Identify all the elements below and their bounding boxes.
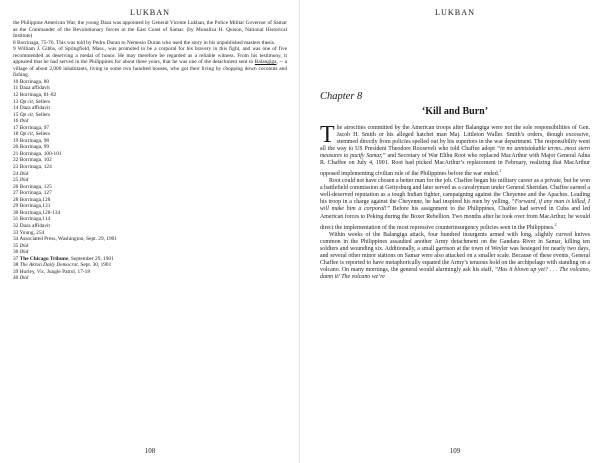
paragraph-2 [320,178,590,231]
chapter-title: ‘Kill and Burn’ [421,106,489,117]
endnote-suffix: , Sellers [32,131,51,138]
paragraph-2-quote: “Forward, if any man is killed, I will make him a corporal!” [320,199,591,213]
endnote-item [13,275,287,282]
endnote-number: 24 [13,170,19,177]
endnote-text: Borrinaga, 127 [19,190,52,197]
endnote-number: 21 [13,150,19,157]
endnote-number: 12 [13,92,19,99]
endnote-text: Daza affidavit [19,222,51,229]
endnote-number: 33 [13,229,19,236]
endnote-number: 28 [13,196,19,203]
endnote-number: 38 [13,262,19,269]
endnote-number: 37 [13,255,19,262]
endnote-text: Ibid [19,242,29,249]
endnote-text: Borrinaga, 97 [19,124,50,131]
running-head-left: LUKBAN [129,8,171,17]
endnote-number: 40 [13,275,19,282]
paragraph-3-text-a: Within weeks of the Balangiga attack, four hundred insurgents armed with long, slightly curved knives common in the Philippines assaulted another Army detachment on the Gandara River in Samar, killing ten soldiers and wounding six. Additionally, a small garrison at the town of Weyler was besieged for nearly two days, and several other minor stations on Samar were also attacked on a smaller scale. Because of these events, General Chaffee is reported to have metaphorically equated the Army’s tenuous hold on the archipelago with standing on a volcano. On many mornings, the general would alarmingly ask his staff, [320,231,590,273]
endnote-text: Borrinaga, 102 [19,157,52,164]
endnote-text: Associated Press, Washington, Sept. 29, 1901 [19,236,117,243]
endnote-9 [13,46,287,79]
endnote-text: Borrinaga, 100-101 [19,150,62,157]
endnote-9-link[interactable]: Balangiga [254,59,277,66]
paragraph-2-text-a: Root could not have chosen a better man for the job. Chaffee began his military career as a private, but he won a battlefield commission at Gettysburg and later served as a cavalryman under General Sheridan. Chaffee earned a well-deserved reputation as a tough Indian fighter, campaigning against the Cheyenne and the Apaches. Leading his troop in a charge against the Cheyenne, he had inspired his men by yelling, [320,178,590,206]
endnote-number: 18 [13,131,19,138]
endnote-number: 10 [13,78,19,85]
paragraph-1 [320,122,591,178]
page-number-left: 108 [144,447,156,455]
endnote-text: Ibid [19,275,29,282]
running-head-right: LUKBAN [434,8,476,17]
endnote-text: Ibid [19,177,29,184]
paragraph-3-quote: “Has it blown up yet? . . . The volcano, damn it! The volcano we’re [320,266,590,280]
endnote-text: Young, 254 [19,229,45,236]
endnote-number: 34 [13,236,19,243]
endnote-number: 19 [13,137,19,144]
endnote-number: 15 [13,111,19,118]
endnote-number: 31 [13,216,19,223]
endnote-number: 35 [13,242,19,249]
paragraph-1-text-a: he atrocities committed by the American troops after Balangiga were not the sole responsibilities of Gen. Jacob H. Smith or his alleged hatchet man Maj. Littleton Waller. Smith’s orders, though excessive, stemmed directly from policies spelled out by his superiors in the war department. The responsibility went all the way to US President Theodore Roosevelt who told Chaffee adopt [320,125,590,153]
endnote-text: The Akron Daily Democrat [19,262,78,269]
endnote-text: Ibid [19,249,29,256]
endnote-suffix: , Sellers [32,111,51,118]
endnote-number: 23 [13,164,19,171]
endnote-text: Borrinaga,128 [19,196,51,203]
endnote-text: Ibid [19,170,29,177]
endnote-number: 32 [13,222,19,229]
endnote-suffix: , September 29, 1901 [68,255,114,262]
endnote-text: Op cit [19,98,33,105]
paragraph-1-quote: “in no unmistakable terms...most stern measures to pacify Samar,” [320,146,590,160]
page-number-right: 109 [449,447,461,455]
endnote-9-text-b: , -- a village of about 2,000 inhabitants, living in some two hundred houses, who got their living by chopping down coconuts and fishing. [13,59,287,79]
endnote-text: Borrinaga, 98 [19,137,50,144]
endnote-number: 26 [13,183,19,190]
endnote-text: Hurley, Vic, Jungle Patrol, 17-18 [19,268,91,275]
footnote-ref-2: 2 [554,221,557,227]
endnote-text: Op cit [19,111,33,118]
endnote-text: Borrinaga, 80 [19,78,50,85]
endnote-text: Borrinaga,131 [19,203,51,210]
right-page [300,0,600,463]
endnote-text: Ibid [19,118,29,125]
endnote-number: 14 [13,105,19,112]
endnote-number: 27 [13,190,19,197]
endnote-text: Borrinaga, 99 [19,144,50,151]
endnote-number: 11 [13,85,19,92]
endnote-continuation: the Philippine American War, the young Daza was appointed by General Vicente Lukban, the Police Militar Governor of Samar as the Commander of the Revolutionary forces in the East Coast of Samar. (by Monaliza H. Quison, National Historical Institute) [13,20,287,40]
endnote-text: The Chicago Tribune [19,255,69,262]
endnote-text: Op cit [19,131,33,138]
endnote-text: Borrinaga,114 [19,216,51,223]
endnote-text: Borrinaga, 81-82 [19,92,57,99]
endnote-number: 22 [13,157,19,164]
endnote-9-text-a: 9 William J. Gibbs, of Springfield, Mass., was promoted to be a corporal for his bravery in this fight, and was one of five recommended as deserving a medal of honor. He may therefore be regarded as a reliable witness. From his testimony, it appeared that he had served in the Philippines for about three years, that he was one of the detachment sent to [13,46,287,66]
endnote-8: 8 Borrinaga, 75-76. This was told by Pedro Duran to Nemesio Duran who used the story in his unpublished masters thesis. [13,39,276,46]
endnote-suffix: , Sellers [32,98,51,105]
endnote-number: 39 [13,268,19,275]
endnote-number: 20 [13,144,19,151]
chapter-body [320,122,591,281]
endnote-text: Borrinaga, 124 [19,164,52,171]
endnote-suffix: , Sept. 30, 1901 [77,262,112,269]
paragraph-1-text-b: and Secretary of War Elihu Root who replaced MacArthur with Major General Adna R. Chaffee on July 4, 1901. Root had picked MacArthur’s replacement in February, realizing that MacArthur opposed implementing civilian rule of the Philippines before the war ended. [320,153,591,178]
endnote-number: 25 [13,177,19,184]
endnote-number: 30 [13,209,19,216]
endnote-number: 13 [13,98,19,105]
drop-cap: T [320,122,335,148]
endnote-number: 29 [13,203,19,210]
endnote-text: Daza affidavit [19,105,51,112]
endnote-number: 16 [13,118,19,125]
paragraph-3 [320,232,590,281]
paragraph-2-text-b: Before his assignment to the Philippines, Chaffee had served in Cuba and led American forces to Peking during the Boxer Rebellion. Two months after he took over from MacArthur, he would direct the implementation of the most repressive counterinsurgency policies seen in the Philippines. [320,206,590,231]
endnote-number: 17 [13,124,19,131]
endnote-text: Borrinaga, 125 [19,183,52,190]
footnote-ref-1: 1 [499,168,502,174]
endnote-text: Daza affidavit [19,85,50,92]
endnote-number: 36 [13,249,19,256]
chapter-label: Chapter 8 [320,91,363,102]
endnote-text: Borrinaga,128-134 [19,209,61,216]
endnotes [13,20,287,282]
short-endnotes-list [13,79,287,282]
